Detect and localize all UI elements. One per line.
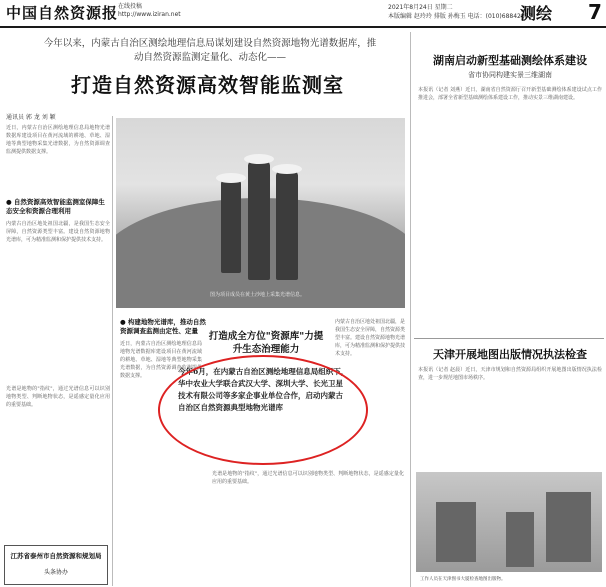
article-divider <box>414 338 604 339</box>
right-article-headline: 天津开展地图出版情况执法检查 <box>433 348 587 361</box>
sponsor-title: 江苏省泰州市自然资源和规划局 <box>10 552 102 560</box>
article-body-column: 近日，内蒙古自治区测绘地理信息局地物光谱数据库建设项目在黄河流域的耕地、草地、湿地等典型地物采集光谱数据，为自然资源调查监测提供数据支撑。 <box>6 125 110 155</box>
photo-caption: 图为项目成员在黄土沙地上采集光谱信息。 <box>210 292 306 298</box>
article-body-column: 内蒙古自治区地处祖国北疆，是我国生态安全屏障，自然资源类型丰富。建设自然资源地物光谱库，可为精准监测和保护提供技术支持。 <box>6 221 110 243</box>
article-lead: 今年以来，内蒙古自治区测绘地理信息局谋划建设自然资源地物光谱数据库，推动自然资源监测定量化、动态化—— <box>43 38 377 63</box>
article-body-column: 内蒙古自治区地处祖国北疆，是我国生态安全屏障，自然资源类型丰富。建设自然资源地物光谱库，可为精准监测和保护提供技术支持。 <box>335 319 405 357</box>
right-article-headline: 湖南启动新型基础测绘体系建设 <box>433 54 587 67</box>
field-survey-photo <box>116 118 405 308</box>
editor-info: 本版编辑 赵玲玲 排版 孙梅玉 电话：(010)68842807 <box>388 13 533 20</box>
article-headline: 打造自然资源高效智能监测室 <box>71 73 344 97</box>
article-subhead: ● 自然资源高效智能监测室保障生态安全和资源合理利用 <box>6 198 105 215</box>
column-divider <box>410 32 411 587</box>
red-circle-highlight <box>158 355 368 465</box>
page-number: 7 <box>588 0 602 24</box>
pull-quote-text: 今年6月，在内蒙古自治区测绘地理信息局组织下，华中农业大学联合武汉大学、深圳大学、长光卫星技术有限公司等多家企事业单位合作，启动内蒙古自治区自然资源典型地物光谱库 <box>178 367 349 412</box>
article-body-column: 光谱是地物的"指纹"，通过光谱信息可以识别地物类型、判断地物状态，是遥感定量化应用的重要基础。 <box>212 471 404 485</box>
right-article-subhead: 省市协同构建实景三维湖南 <box>468 71 552 79</box>
article-subhead: ● 构建地物光谱库，推动自然资源调查监测由定性、定量 <box>120 318 206 335</box>
section-name: 测绘 <box>520 4 553 23</box>
issue-date: 2021年8月24日 星期二 <box>388 4 453 11</box>
column-divider <box>112 116 113 586</box>
map-inspection-photo <box>416 472 602 572</box>
article-byline: 通讯员 郭 龙 刘 颖 <box>6 114 56 121</box>
right-article-body: 本报讯（记者 刘燕）近日，湖南省自然资源厅召开新型基础测绘体系建设试点工作推进会，部署全省新型基础测绘体系建设工作，推动实景三维湖南建设。 <box>418 87 602 101</box>
article-body-column: 光谱是地物的"指纹"，通过光谱信息可以识别地物类型、判断地物状态，是遥感定量化应用的重要基础。 <box>6 386 110 408</box>
right-photo-caption: 工作人员在天津图书大厦检查地图出版物。 <box>420 577 506 582</box>
online-submission-url: http://www.iziran.net <box>118 11 181 18</box>
masthead <box>0 0 606 28</box>
pull-quote-headline: 打造成全方位"资源库"力提升生态治理能力 <box>208 331 324 355</box>
sponsor-sub: 头条协办 <box>43 569 68 576</box>
online-submission <box>118 3 181 19</box>
newspaper-logo: 中国自然资源报 <box>6 4 119 22</box>
right-article-body: 本报讯（记者 赵晨）近日，天津市规划和自然资源局组织开展地图出版情况执法检查，进一步规范地图市场秩序。 <box>418 367 602 381</box>
article-body-column: 近日，内蒙古自治区测绘地理信息局地物光谱数据库建设项目在黄河流域的耕地、草地、湿地等典型地物采集光谱数据，为自然资源调查监测提供数据支撑。 <box>120 341 202 379</box>
online-submission-label: 在线投稿 <box>118 3 143 10</box>
